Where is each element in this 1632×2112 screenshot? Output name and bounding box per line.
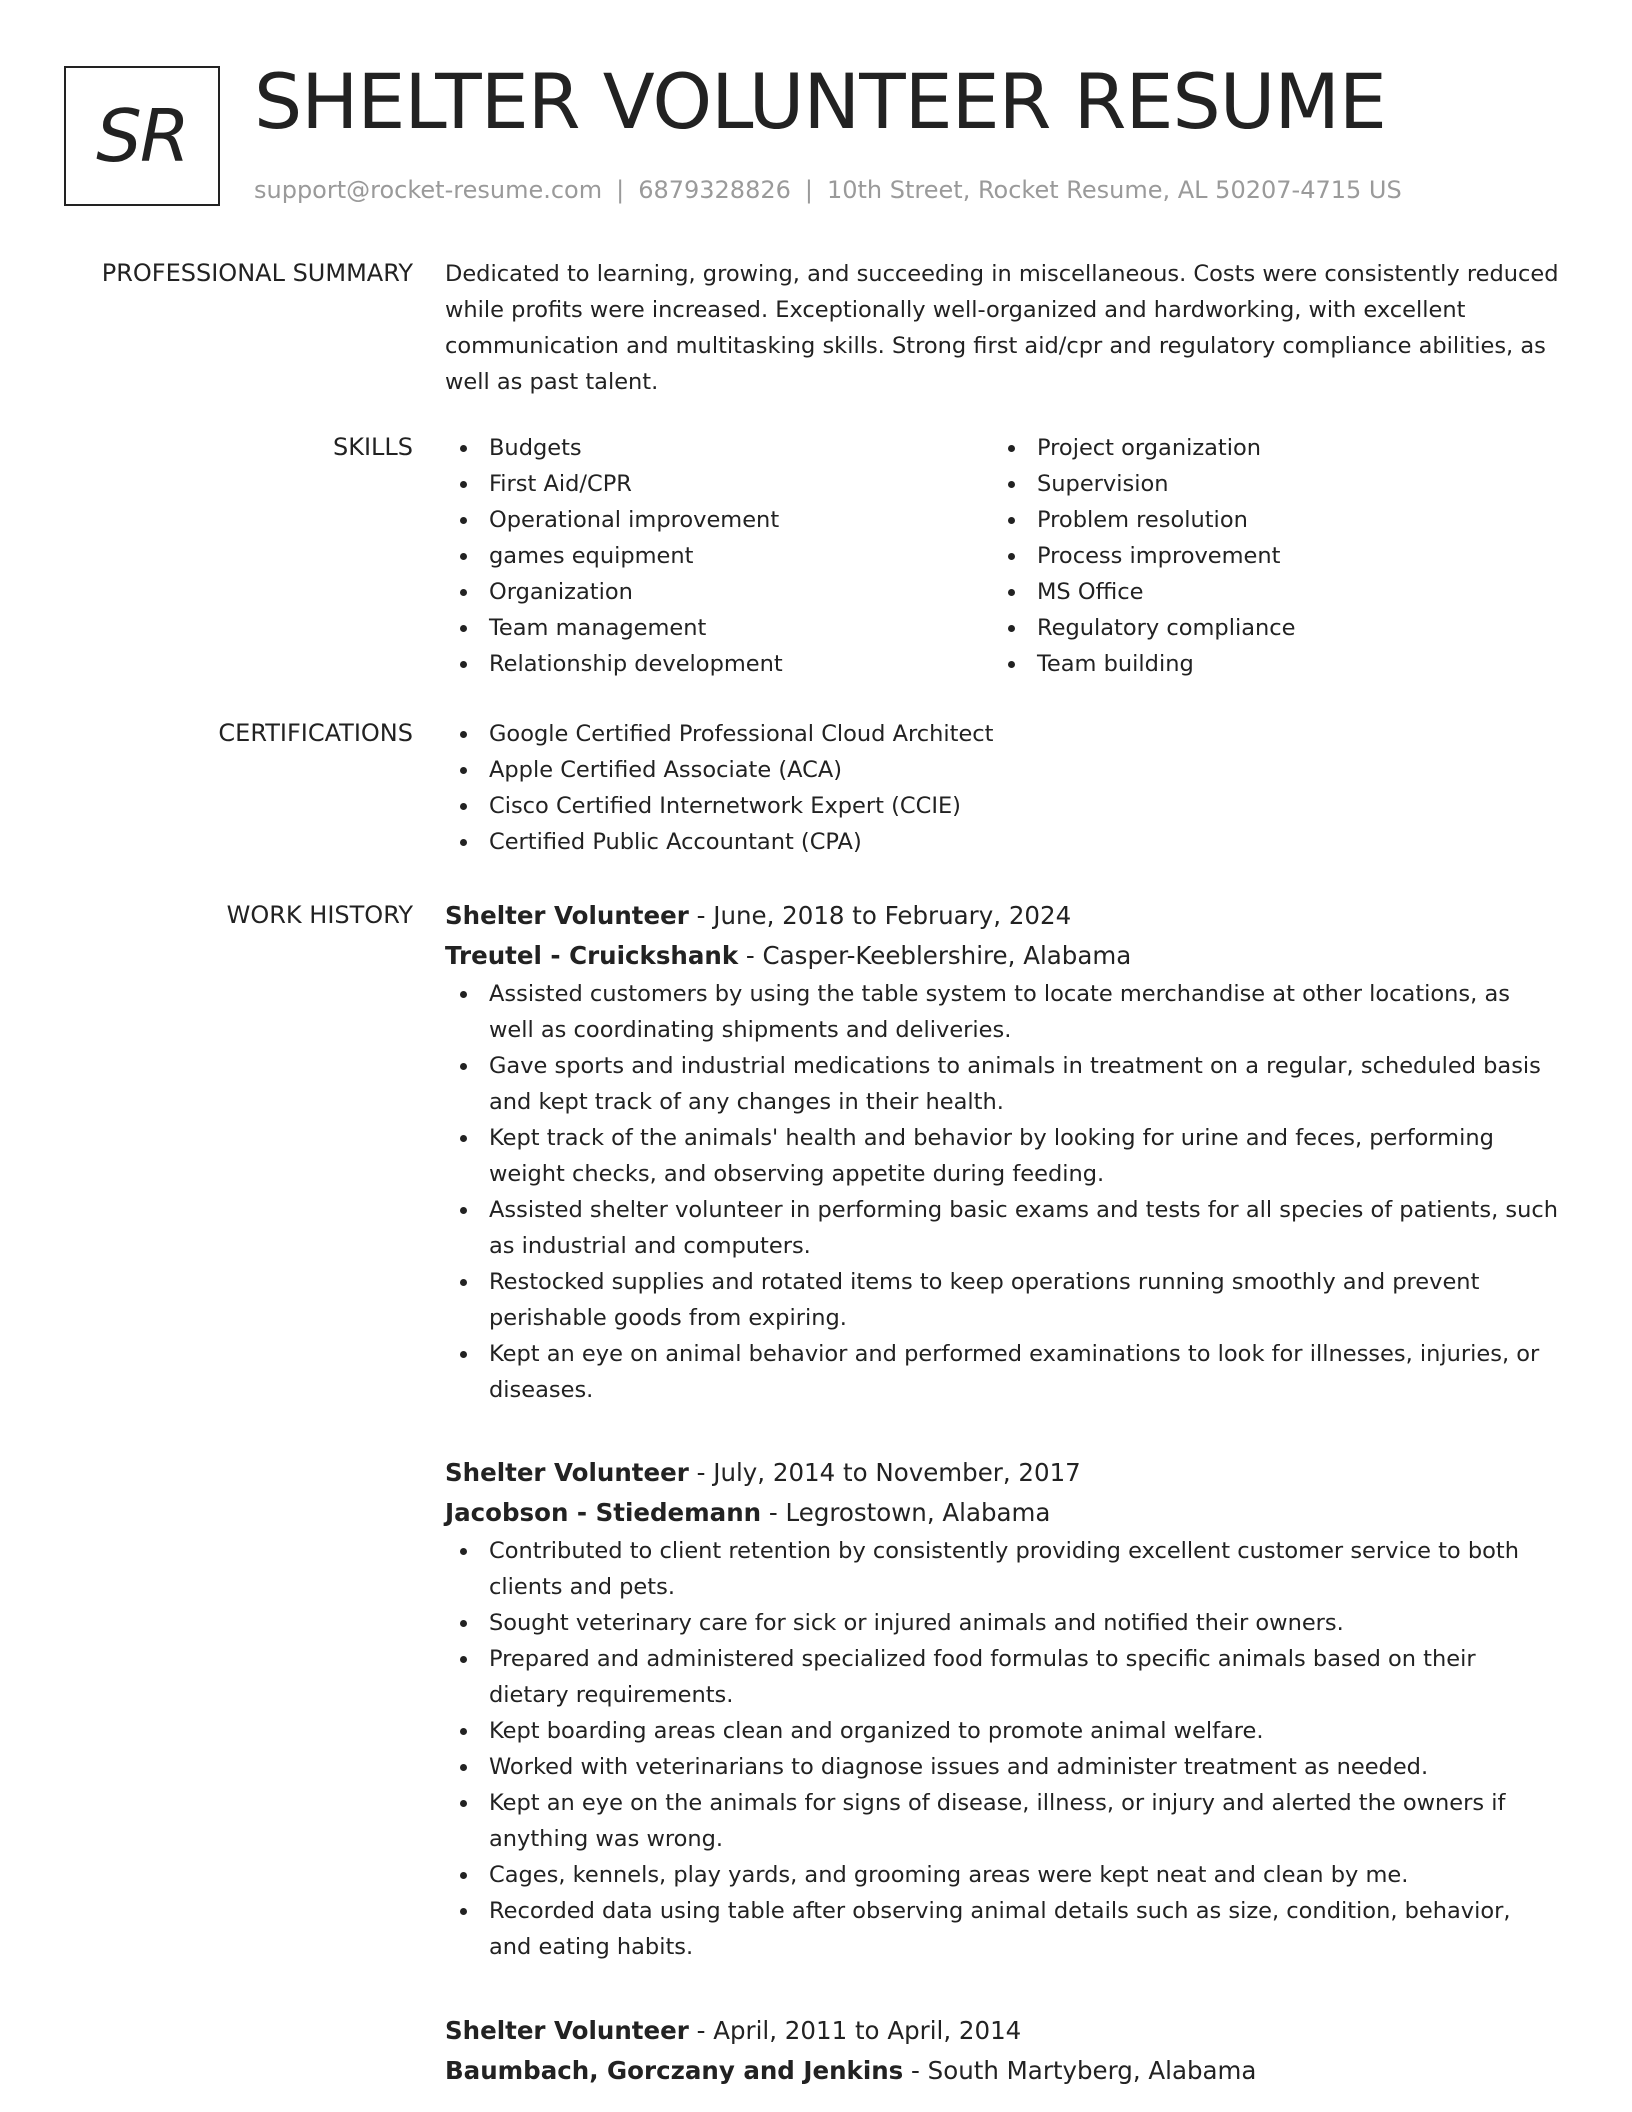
job-company-line	[445, 1493, 1560, 1533]
certification-item: Google Certified Professional Cloud Architect	[445, 716, 1560, 752]
summary-label: PROFESSIONAL SUMMARY	[101, 259, 413, 287]
certification-item: Certified Public Accountant (CPA)	[445, 824, 1560, 860]
job-title: Shelter Volunteer	[445, 2016, 689, 2045]
contact-address: 10th Street, Rocket Resume, AL 50207-4715 US	[826, 176, 1402, 204]
job-duty-item: Recorded data using table after observing animal details such as size, condition, behavior, and eating habits.	[445, 1893, 1560, 1965]
certifications-body	[445, 716, 1560, 860]
contact-email: support@rocket-resume.com	[254, 176, 603, 204]
skill-item: Relationship development	[445, 646, 985, 682]
job-body	[445, 2011, 1560, 2091]
skill-item: Organization	[445, 574, 985, 610]
job-duty-item: Prepared and administered specialized food formulas to specific animals based on their dietary requirements.	[445, 1641, 1560, 1713]
job-body	[445, 1453, 1560, 1965]
job-dates: - July, 2014 to November, 2017	[688, 1458, 1081, 1487]
job-duty-item: Sought veterinary care for sick or injured animals and notified their owners.	[445, 1605, 1560, 1641]
job-duty-item: Kept boarding areas clean and organized to promote animal welfare.	[445, 1713, 1560, 1749]
skill-item: Process improvement	[993, 538, 1553, 574]
job-company: Jacobson - Stiedemann	[445, 1498, 762, 1527]
job-duty-item: Cages, kennels, play yards, and grooming areas were kept neat and clean by me.	[445, 1857, 1560, 1893]
skill-item: MS Office	[993, 574, 1553, 610]
job-title: Shelter Volunteer	[445, 1458, 689, 1487]
job-company: Baumbach, Gorczany and Jenkins	[445, 2056, 904, 2085]
job-title-line	[445, 2011, 1560, 2051]
skill-item: Supervision	[993, 466, 1553, 502]
skill-item: Team management	[445, 610, 985, 646]
skill-item: Project organization	[993, 430, 1553, 466]
contact-separator: |	[616, 176, 625, 204]
skills-label: SKILLS	[332, 433, 413, 461]
job-company: Treutel - Cruickshank	[445, 941, 739, 970]
job-company-line	[445, 936, 1560, 976]
job-body	[445, 896, 1560, 1408]
skill-item: Problem resolution	[993, 502, 1553, 538]
summary-text: Dedicated to learning, growing, and succeeding in miscellaneous. Costs were consistently reduced while profits were increased. Exceptionally well-organized and hardworking, with excellent communication and multitasking skills. Strong first aid/cpr and regulatory compliance abilities, as well as past talent.	[445, 261, 1559, 395]
skill-item: Team building	[993, 646, 1553, 682]
job-dates: - June, 2018 to February, 2024	[688, 901, 1072, 930]
job-duty-item: Assisted shelter volunteer in performing basic exams and tests for all species of patients, such as industrial and computers.	[445, 1192, 1560, 1264]
job-dates: - April, 2011 to April, 2014	[688, 2016, 1022, 2045]
skill-item: Budgets	[445, 430, 985, 466]
job-duties-list	[445, 976, 1560, 1408]
skill-item: Regulatory compliance	[993, 610, 1553, 646]
job-title-line	[445, 896, 1560, 936]
skill-item: Operational improvement	[445, 502, 985, 538]
job-duty-item: Assisted customers by using the table system to locate merchandise at other locations, as well as coordinating shipments and deliveries.	[445, 976, 1560, 1048]
skills-body	[445, 430, 1560, 690]
job-duty-item: Kept an eye on the animals for signs of disease, illness, or injury and alerted the owners if anything was wrong.	[445, 1785, 1560, 1857]
summary-body	[445, 256, 1560, 400]
job-duty-item: Kept track of the animals' health and behavior by looking for urine and feces, performing weight checks, and observing appetite during feeding.	[445, 1120, 1560, 1192]
job-location: - Casper-Keeblershire, Alabama	[738, 941, 1132, 970]
job-duties-list	[445, 1533, 1560, 1965]
monogram-logo: SR	[64, 66, 220, 206]
certifications-list	[445, 716, 1560, 860]
skill-item: First Aid/CPR	[445, 466, 985, 502]
certification-item: Apple Certified Associate (ACA)	[445, 752, 1560, 788]
skill-item: games equipment	[445, 538, 985, 574]
job-duty-item: Contributed to client retention by consistently providing excellent customer service to both clients and pets.	[445, 1533, 1560, 1605]
job-duty-item: Worked with veterinarians to diagnose issues and administer treatment as needed.	[445, 1749, 1560, 1785]
job-duty-item: Gave sports and industrial medications to animals in treatment on a regular, scheduled basis and kept track of any changes in their health.	[445, 1048, 1560, 1120]
job-location: - Legrostown, Alabama	[761, 1498, 1051, 1527]
job-title: Shelter Volunteer	[445, 901, 689, 930]
job-duty-item: Kept an eye on animal behavior and performed examinations to look for illnesses, injuries, or diseases.	[445, 1336, 1560, 1408]
contact-line	[254, 174, 1402, 206]
certification-item: Cisco Certified Internetwork Expert (CCIE)	[445, 788, 1560, 824]
job-company-line	[445, 2051, 1560, 2091]
skills-list-left	[445, 430, 985, 682]
work-history-label: WORK HISTORY	[226, 901, 413, 929]
skills-list-right	[993, 430, 1553, 682]
resume-title: SHELTER VOLUNTEER RESUME	[254, 57, 1386, 146]
job-duty-item: Restocked supplies and rotated items to keep operations running smoothly and prevent perishable goods from expiring.	[445, 1264, 1560, 1336]
contact-phone: 6879328826	[638, 176, 791, 204]
job-location: - South Martyberg, Alabama	[903, 2056, 1257, 2085]
contact-separator: |	[804, 176, 813, 204]
certifications-label: CERTIFICATIONS	[218, 719, 413, 747]
job-title-line	[445, 1453, 1560, 1493]
